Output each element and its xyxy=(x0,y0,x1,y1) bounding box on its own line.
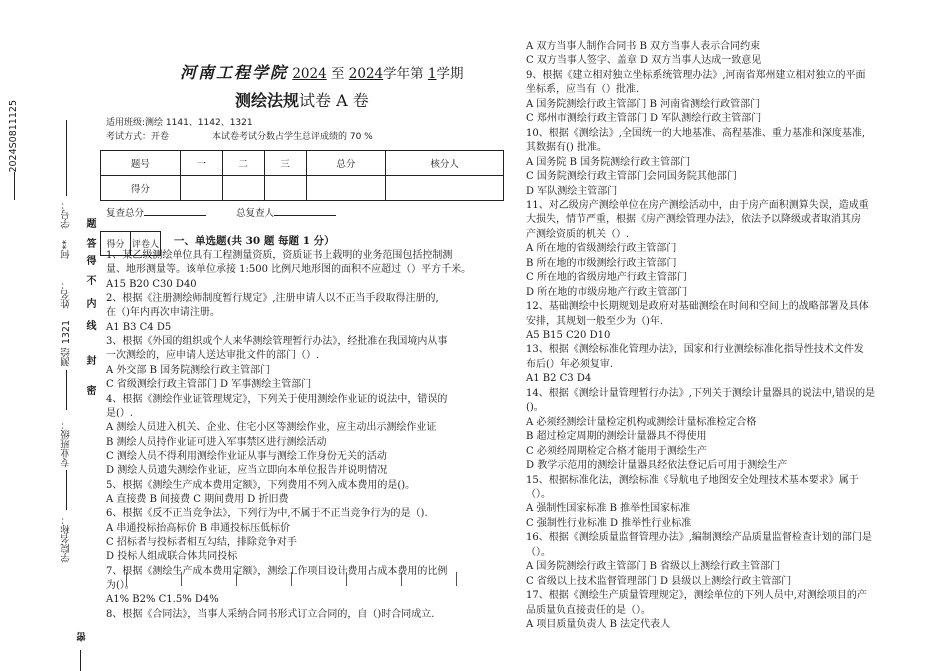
right-column xyxy=(526,0,921,671)
binding-margin xyxy=(0,0,100,671)
question-line: A 外交部 B 国务院测绘行政主管部门 xyxy=(106,364,271,376)
year-end: 2024 xyxy=(348,66,384,82)
question-line: A 双方当事人制作合同书 B 双方当事人表示合同约束 xyxy=(526,41,761,52)
exam-id-line xyxy=(14,172,15,200)
question-line: 8、根据《合同法》，当事人采纳合同书形式订立合同的，自（)时合同成立. xyxy=(106,608,435,620)
question-line: 5、根据《测绘生产成本费用定额》，下列费用不列入成本费用的是()。 xyxy=(106,479,416,491)
review-person-label: 总复查人 xyxy=(236,208,275,219)
left-column xyxy=(100,0,510,671)
term-number: 1 xyxy=(427,66,437,82)
seal-word-6: 得 xyxy=(84,255,95,269)
score-header-cell: 题号 xyxy=(101,151,181,176)
score-row-label: 得分 xyxy=(101,176,181,201)
review-person-blank[interactable] xyxy=(274,206,336,216)
question-line: 3、根据《外国的组织或个人来华测绘管理暂行办法》，经批准在我国境内从事 xyxy=(106,336,448,348)
exam-type: 试卷 A 卷 xyxy=(299,91,369,110)
question-line: A 国务院测绘行政主管部门 B 省级以上测绘行政主管部门 xyxy=(526,561,781,573)
question-line: 大损失，情节严重，根据《房产测绘管理办法》，依法予以降级或者取消其房 xyxy=(526,214,861,226)
question-line: 布后(）年必须复审. xyxy=(526,358,614,370)
question-line: C 强制性行业标准 D 推举性行业标准 xyxy=(526,517,692,529)
question-line: 是(）. xyxy=(106,407,134,419)
question-line: （）。 xyxy=(526,546,551,558)
college-line xyxy=(66,470,67,510)
score-cell[interactable] xyxy=(386,176,504,201)
exam-subtitle xyxy=(235,88,369,111)
question-line: C 郑州市测绘行政主管部门 D 军队测绘行政主管部门 xyxy=(526,113,762,125)
seal-word-8: 题 xyxy=(84,218,95,232)
question-line: A 国务院测绘行政主管部门 B 河南省测绘行政管部门 xyxy=(526,98,761,110)
score-cell[interactable] xyxy=(180,176,222,201)
score-cell[interactable] xyxy=(264,176,306,201)
question-line: A 所在地的省级测绘行政主管部门 xyxy=(526,243,677,255)
exam-header xyxy=(180,60,480,83)
question-line: ()。 xyxy=(526,402,544,414)
class-label: 专业班级： xyxy=(61,420,72,468)
question-line: B 超过检定周期的测绘计量器具不得使用 xyxy=(526,431,707,443)
question-line: 16、根据《测绘质量监督管理办法》,编制测绘产品质量监督检查计划的部门是 xyxy=(526,532,872,544)
seal-word-4: 内 xyxy=(84,298,95,312)
question-line: 15、根据标准化法，测绘标准《导航电子地图安全处理技术基本要求》属于 xyxy=(526,474,859,486)
question-line: 其数据有() 批准。 xyxy=(526,142,607,154)
question-line: 6、根据《反不正当竞争法》，下列行为中,不属于不正当竞争行为的是（). xyxy=(106,508,428,520)
question-line: A 必须经测绘计量检定机构或测绘计量标准检定合格 xyxy=(526,416,757,428)
section-title: 一、单选题(共 30 题 每题 1 分） xyxy=(174,235,335,247)
exam-id-number: 2024S0811125 xyxy=(8,100,19,173)
section-score-label: 得分 xyxy=(101,232,131,256)
seal-word-1: 密 xyxy=(84,385,95,399)
faint-column-lines xyxy=(106,572,486,586)
question-line: D 教学示范用的测绘计量器具经依法登记后可用于测绘生产 xyxy=(526,460,788,472)
question-line: B 所在地的市级测绘行政主管部门 xyxy=(526,257,677,269)
question-line: C 省级以上技术监督管理部门 D 县级以上测绘行政主管部门 xyxy=(526,575,792,587)
question-line: D 所在地的市级房地产行政主管部门 xyxy=(526,286,688,298)
question-line: D 投标人组成联合体共同投标 xyxy=(106,551,238,563)
review-total-label: 复查总分 xyxy=(106,208,145,219)
question-line: 11、对乙级房产测绘单位在房产测绘活动中，由于房产面积测算失误，造成重 xyxy=(526,199,869,211)
score-table xyxy=(100,150,504,201)
seal-word-3: 线 xyxy=(84,320,95,334)
question-line: 坐标系，应当有（）批准. xyxy=(526,84,640,96)
question-line: A5 B15 C20 D10 xyxy=(526,330,611,341)
name-value: 何** xyxy=(61,240,72,259)
question-line: C 国务院测绘行政主管部门会同国务院其他部门 xyxy=(526,171,737,183)
question-line: 品质量负直接责任的是（）。 xyxy=(526,604,651,616)
applicable-classes: 适用班级:测绘 1141、1142、1321 xyxy=(106,118,253,128)
score-header-cell: 核分人 xyxy=(386,151,504,176)
score-header-cell: 二 xyxy=(222,151,264,176)
question-line: C 省级测绘行政主管部门 D 军事测绘主管部门 xyxy=(106,379,312,391)
college-label: 学院名称： xyxy=(61,515,72,563)
review-line xyxy=(106,205,366,219)
question-line: 安排，其规划一般至少为（)年. xyxy=(526,315,664,327)
weight-note: 本试卷考试分数占学生总评成绩的 70 % xyxy=(212,132,373,142)
question-line: A 测绘人员进入机关、企业、住宅小区等测绘作业，应主动出示测绘作业证 xyxy=(106,422,437,434)
question-line: A 国务院 B 国务院测绘行政主管部门 xyxy=(526,156,691,168)
bottom-seal-label: 密 xyxy=(77,632,88,642)
question-line: C 招标者与投标者相互勾结，排除竞争对手 xyxy=(106,537,297,548)
question-line: A 项目质量负责人 B 法定代表人 xyxy=(526,619,671,630)
student-no-label: 学号： xyxy=(61,200,72,229)
question-line: A 直接费 B 间接费 C 期间费用 D 折旧费 xyxy=(106,493,289,505)
school-name: 河南工程学院 xyxy=(180,63,289,82)
question-line: 一次测绘的，应申请人送达审批文件的部门（）. xyxy=(106,350,320,362)
score-table-score-row xyxy=(101,176,504,201)
score-header-cell: 总分 xyxy=(306,151,386,176)
exam-mode: 考试方式：开卷 xyxy=(106,132,170,142)
bottom-seal-line xyxy=(80,650,81,671)
question-line: 13、根据《测绘标准化管理办法》，国家和行业测绘标准化指导性技术文件发 xyxy=(526,344,864,356)
question-line: （）。 xyxy=(526,488,551,500)
question-line: C 双方当事人签字、盖章 D 双方当事人达成一致意见 xyxy=(526,55,762,67)
question-line: 10、根据《测绘法》,全国统一的大地基准、高程基准、重力基准和深度基准, xyxy=(526,127,866,139)
score-table-header-row xyxy=(101,151,504,176)
review-total-blank[interactable] xyxy=(144,206,206,216)
year-mid: 至 xyxy=(330,66,345,82)
question-line: 4、根据《测绘作业证管理规定》，下列关于使用测绘作业证的说法中，错误的 xyxy=(106,393,448,405)
question-line: 在（)年内再次申请注册。 xyxy=(106,307,220,319)
question-line: C 所在地的省级房地产行政主管部门 xyxy=(526,272,687,284)
question-line: A1 B3 C4 D5 xyxy=(106,321,172,333)
question-line: B 测绘人员持作业证可进入军事禁区进行测绘活动 xyxy=(106,436,327,448)
course-name: 测绘法规 xyxy=(235,91,300,110)
question-line: A1% B2% C1.5% D4% xyxy=(106,594,219,606)
question-line: 为(）。 xyxy=(106,580,135,592)
score-header-cell: 一 xyxy=(180,151,222,176)
seal-word-7: 答 xyxy=(84,238,95,252)
question-line: 9、根据《建立相对独立坐标系统管理办法》,河南省郑州建立相对独立的平面 xyxy=(526,69,866,81)
question-line: A1 B2 C3 D4 xyxy=(526,373,592,385)
class-line xyxy=(66,370,67,410)
question-line: 17、根据《测绘生产质量管理规定》，测绘单位的下列人员中,对测绘项目的产 xyxy=(526,590,867,602)
question-line: 12、基础测绘中长期规划是政府对基础测绘在时间和空间上的战略部署及具体 xyxy=(526,301,869,313)
student-no-line xyxy=(66,120,67,196)
seal-word-5: 不 xyxy=(84,275,95,289)
question-line: 1、某乙级测绘单位具有工程测量资质，资质证书上载明的业务范围包括控制测 xyxy=(106,250,453,261)
name-label: 姓名： xyxy=(61,280,72,309)
question-line: 产测绘资质的机关（）. xyxy=(526,228,630,240)
score-cell[interactable] xyxy=(222,176,264,201)
score-cell[interactable] xyxy=(306,176,386,201)
question-line: 7、根据《测绘生产成本费用定额》，测绘工作项目设计费用占成本费用的比例 xyxy=(106,565,448,577)
section-grader-label: 评卷人 xyxy=(131,232,161,256)
class-value: 测绘 1321 xyxy=(61,320,72,367)
year-start: 2024 xyxy=(292,66,327,82)
question-line: A 强制性国家标准 B 推举性国家标准 xyxy=(526,503,691,515)
seal-word-2: 封 xyxy=(84,355,95,369)
question-line: 量、地形测量等。该单位承接 1:500 比例尺地形图的面积不应超过（）平方千米。 xyxy=(106,264,472,276)
term-suffix: 学期 xyxy=(436,66,464,82)
question-line: A15 B20 C30 D40 xyxy=(106,278,197,290)
year-suffix: 学年第 xyxy=(383,66,424,82)
question-line: 14、根据《测绘计量管理暂行办法》,下列关于测绘计量器具的说法中,错误的是 xyxy=(526,387,876,399)
question-line: D 军队测绘主管部门 xyxy=(526,185,618,197)
question-line: C 测绘人员不得利用测绘作业证从事与测绘工作身份无关的活动 xyxy=(106,450,387,462)
question-line: C 必须经周期检定合格才能用于测绘生产 xyxy=(526,445,707,457)
question-line: 2、根据《注册测绘师制度暂行规定》,注册申请人以不正当手段取得注册的, xyxy=(106,293,439,305)
score-header-cell: 三 xyxy=(264,151,306,176)
question-line: D 测绘人员遗失测绘作业证，应当立即向本单位报告并说明情况 xyxy=(106,465,388,477)
question-line: A 串通投标抬高标价 B 串通投标压低标价 xyxy=(106,522,291,534)
